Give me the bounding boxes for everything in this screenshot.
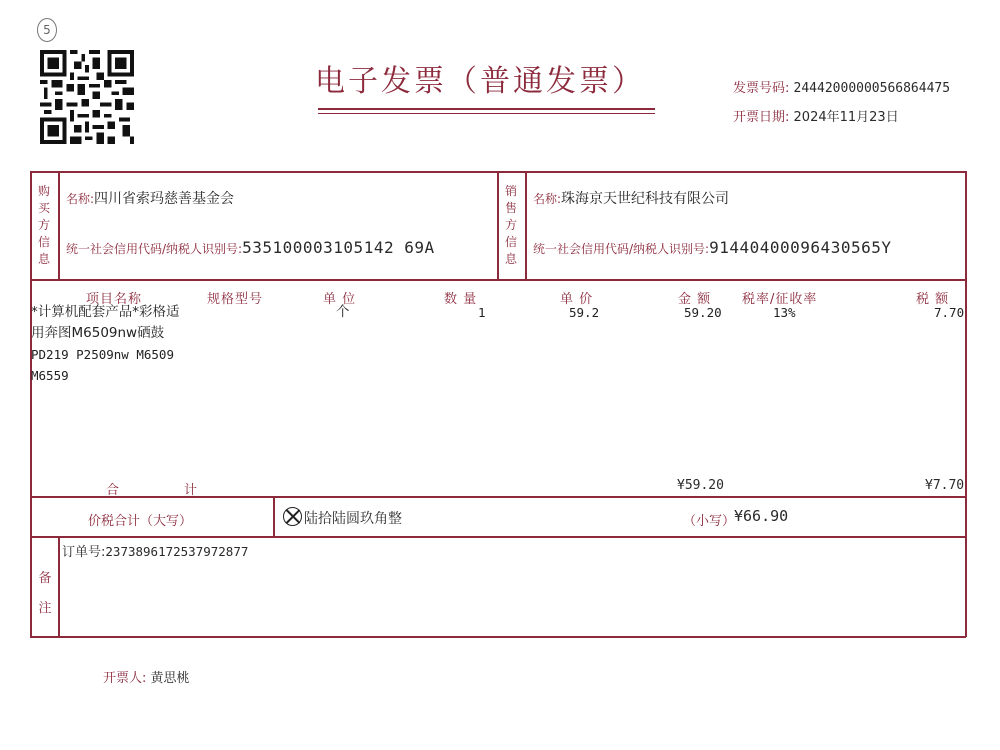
side-char: 信 xyxy=(504,235,517,249)
cross-circle-icon xyxy=(283,507,302,526)
title-underline xyxy=(318,108,655,110)
col-header-tax: 税 额 xyxy=(916,292,950,307)
col-header-spec: 规格型号 xyxy=(207,292,264,307)
circled-page-number: 5 xyxy=(37,18,57,42)
grand-total-label: 价税合计（大写） xyxy=(88,514,193,529)
table-row xyxy=(31,302,180,386)
side-char: 息 xyxy=(504,252,517,266)
buyer-side-label xyxy=(33,183,55,268)
side-char: 备 xyxy=(38,571,52,586)
col-header-unit: 单 位 xyxy=(323,292,357,307)
seller-tax-id: 91440400096430565Y xyxy=(709,238,892,257)
table-border xyxy=(30,536,966,538)
item-name-line: 用奔图M6509nw硒鼓 xyxy=(31,325,165,341)
buyer-tax-id-label: 统一社会信用代码/纳税人识别号: xyxy=(66,242,243,256)
side-char: 买 xyxy=(37,201,50,215)
invoice-number-row xyxy=(733,77,950,96)
total-amount: ¥59.20 xyxy=(677,478,724,493)
side-char: 购 xyxy=(37,184,50,198)
buyer-name: 四川省索玛慈善基金会 xyxy=(94,191,235,207)
buyer-name-label: 名称: xyxy=(66,192,95,206)
side-char: 方 xyxy=(37,218,50,232)
col-header-price: 单 价 xyxy=(560,292,594,307)
side-char: 销 xyxy=(504,184,517,198)
title-underline xyxy=(318,113,655,114)
order-number: 2373896172537972877 xyxy=(105,544,249,559)
grand-total-in-figures: ¥66.90 xyxy=(734,507,789,525)
invoice-number-label: 发票号码: xyxy=(733,81,790,96)
side-char: 方 xyxy=(504,218,517,232)
item-tax-rate: 13% xyxy=(773,305,796,320)
side-char: 息 xyxy=(37,252,50,266)
remarks-side-label xyxy=(37,564,53,624)
table-border xyxy=(58,171,60,280)
side-char: 售 xyxy=(504,201,517,215)
buyer-tax-id-row xyxy=(66,238,435,257)
item-price: 59.2 xyxy=(569,305,600,320)
item-unit: 个 xyxy=(336,304,350,320)
seller-name-label: 名称: xyxy=(533,192,562,206)
side-char: 注 xyxy=(38,601,52,616)
grand-total-small-label: （小写） xyxy=(683,514,736,529)
side-char: 信 xyxy=(37,235,50,249)
table-border xyxy=(497,171,499,280)
item-tax: 7.70 xyxy=(934,305,965,320)
buyer-name-row xyxy=(66,188,234,208)
seller-tax-id-label: 统一社会信用代码/纳税人识别号: xyxy=(533,242,710,256)
grand-total-in-words: 陆拾陆圆玖角整 xyxy=(304,511,402,527)
qr-code-icon xyxy=(40,50,134,144)
table-border xyxy=(525,171,527,280)
total-tax: ¥7.70 xyxy=(925,478,965,493)
issuer-name: 黄思桃 xyxy=(150,671,190,686)
issue-date: 2024年11月23日 xyxy=(793,110,899,125)
item-name-line: *计算机配套产品*彩格适 xyxy=(31,304,180,320)
col-header-item-name: 项目名称 xyxy=(86,292,143,307)
col-header-qty: 数 量 xyxy=(444,292,478,307)
item-name-line: M6559 xyxy=(31,368,69,383)
buyer-tax-id: 535100003105142 69A xyxy=(242,238,435,257)
seller-name-row xyxy=(533,188,729,208)
col-header-tax-rate: 税率/征收率 xyxy=(742,292,818,307)
table-border xyxy=(30,636,966,638)
order-number-label: 订单号: xyxy=(62,545,106,560)
seller-tax-id-row xyxy=(533,238,891,257)
table-border xyxy=(30,171,32,637)
table-border xyxy=(58,536,60,637)
col-header-amount: 金 额 xyxy=(678,292,712,307)
issue-date-label: 开票日期: xyxy=(733,110,790,125)
table-border xyxy=(273,496,275,537)
seller-side-label xyxy=(500,183,522,268)
issue-date-row xyxy=(733,106,899,125)
table-border xyxy=(965,171,967,637)
order-number-row xyxy=(62,541,248,560)
invoice-title: 电子发票（普通发票） xyxy=(315,64,645,99)
item-qty: 1 xyxy=(478,305,486,320)
issuer-row xyxy=(103,667,190,686)
invoice-number: 24442000000566864475 xyxy=(793,81,951,96)
item-name-line: PD219 P2509nw M6509 xyxy=(31,347,174,362)
seller-name: 珠海京天世纪科技有限公司 xyxy=(561,191,730,207)
issuer-label: 开票人: xyxy=(103,671,147,686)
item-amount: 59.20 xyxy=(684,305,722,320)
total-label: 合 计 xyxy=(106,483,198,498)
